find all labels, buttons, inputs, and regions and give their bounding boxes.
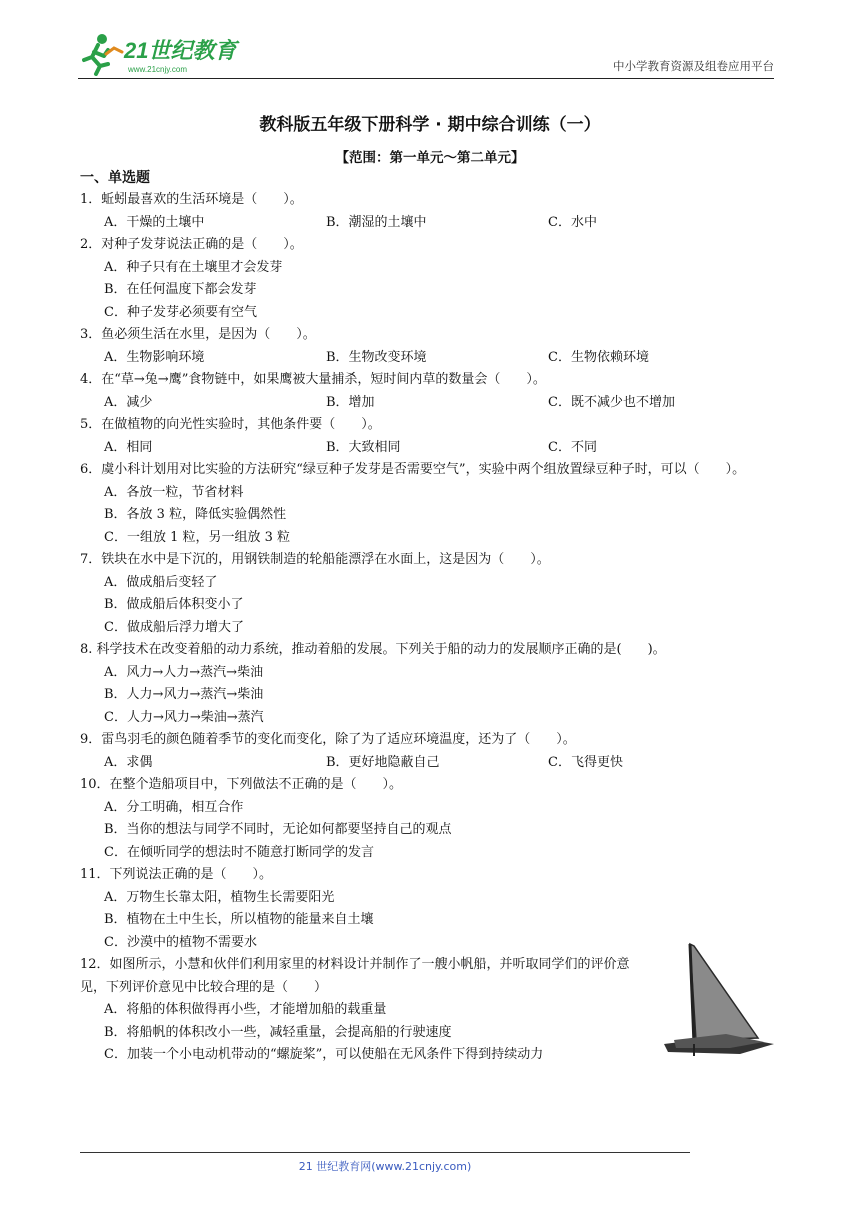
question-stem: 3．鱼必须生活在水里，是因为（ ）。	[80, 327, 316, 342]
logo-url: www.21cnjy.com	[128, 65, 187, 74]
option-b: B．人力→风力→蒸汽→柴油	[104, 687, 264, 702]
question-stem: 12．如图所示，小慧和伙伴们利用家里的材料设计并制作了一艘小帆船，并听取同学们的评价意见，下列评价意见中比较合理的是（ ）	[80, 957, 630, 995]
option-c: C．不同	[548, 439, 597, 455]
option-a: A．风力→人力→蒸汽→柴油	[104, 664, 264, 680]
options	[104, 212, 780, 235]
option-c: C．生物依赖环境	[548, 349, 649, 365]
option-a: A．分工明确，相互合作	[104, 799, 244, 815]
footer-divider	[80, 1152, 690, 1153]
option-a: A．减少	[104, 394, 153, 410]
option-a: A．各放一粒，节省材料	[104, 484, 244, 500]
option-a: A．求偶	[104, 754, 153, 770]
option-b: B．潮湿的土壤中	[326, 214, 427, 230]
option-c: C．一组放 1 粒，另一组放 3 粒	[104, 529, 291, 545]
options	[104, 752, 780, 775]
question-9	[80, 729, 780, 774]
question-stem: 11．下列说法正确的是（ ）。	[80, 867, 273, 882]
option-b: B．增加	[326, 394, 375, 410]
footer-text: 21 世纪教育网(www.21cnjy.com)	[298, 1160, 472, 1173]
question-7	[80, 549, 780, 639]
option-b: B．在任何温度下都会发芽	[104, 282, 257, 297]
logo-21cnjy	[78, 30, 278, 76]
options	[104, 572, 780, 640]
header-divider	[78, 78, 774, 79]
option-a: A．相同	[104, 439, 153, 455]
option-c: C．加装一个小电动机带动的“螺旋桨”，可以使船在无风条件下得到持续动力	[104, 1047, 544, 1062]
question-stem: 4．在“草→兔→鹰”食物链中，如果鹰被大量捕杀，短时间内草的数量会（ ）。	[80, 372, 546, 387]
option-a: A．做成船后变轻了	[104, 574, 218, 590]
question-3	[80, 324, 780, 369]
option-b: B．生物改变环境	[326, 349, 427, 365]
options	[104, 482, 780, 550]
options	[104, 437, 780, 460]
option-c: C．在倾听同学的想法时不随意打断同学的发言	[104, 844, 374, 860]
question-stem: 1．蚯蚓最喜欢的生活环境是（ ）。	[80, 192, 303, 207]
question-5	[80, 414, 780, 459]
option-b: B．将船帆的体积改小一些，减轻重量，会提高船的行驶速度	[104, 1024, 452, 1040]
section-title: 一、单选题	[80, 170, 150, 186]
option-b: B．更好地隐蔽自己	[326, 754, 440, 770]
option-c: C．既不减少也不增加	[548, 394, 675, 410]
question-stem: 10．在整个造船项目中，下列做法不正确的是（ ）。	[80, 777, 403, 792]
question-1	[80, 189, 780, 234]
options	[104, 347, 780, 370]
option-c: C．飞得更快	[548, 754, 623, 770]
page-header	[78, 28, 774, 80]
option-c: C．做成船后浮力增大了	[104, 619, 244, 635]
page-subtitle: 【范围：第一单元～第二单元】	[335, 150, 525, 166]
option-b: B．当你的想法与同学不同时，无论如何都要坚持自己的观点	[104, 822, 452, 837]
option-a: A．干燥的土壤中	[104, 214, 205, 230]
option-a: A．种子只有在土壤里才会发芽	[104, 259, 283, 275]
page-title: 教科版五年级下册科学 · 期中综合训练（一）	[259, 115, 601, 135]
question-stem: 8. 科学技术在改变着船的动力系统，推动着船的发展。下列关于船的动力的发展顺序正确的是( )。	[80, 642, 666, 657]
option-a: A．生物影响环境	[104, 349, 205, 365]
running-figure-icon	[84, 34, 122, 74]
option-c: C．种子发芽必须要有空气	[104, 304, 257, 320]
question-stem: 9．雷鸟羽毛的颜色随着季节的变化而变化，除了为了适应环境温度，还为了（ ）。	[80, 732, 576, 747]
question-list	[80, 189, 780, 1067]
question-6	[80, 459, 780, 549]
header-platform-text: 中小学教育资源及组卷应用平台	[613, 59, 774, 73]
option-c: C．沙漠中的植物不需要水	[104, 934, 257, 950]
option-b: B．大致相同	[326, 439, 401, 455]
sailboat-image	[660, 940, 776, 1062]
options	[104, 797, 780, 865]
option-a: A．万物生长靠太阳，植物生长需要阳光	[104, 889, 335, 905]
question-4	[80, 369, 780, 414]
option-b: B．植物在土中生长，所以植物的能量来自土壤	[104, 912, 374, 927]
question-stem: 5．在做植物的向光性实验时，其他条件要（ ）。	[80, 417, 381, 432]
option-b: B．各放 3 粒，降低实验偶然性	[104, 507, 287, 522]
options	[104, 662, 780, 730]
question-stem: 2．对种子发芽说法正确的是（ ）。	[80, 237, 303, 252]
question-10	[80, 774, 780, 864]
option-b: B．做成船后体积变小了	[104, 597, 244, 612]
question-stem: 7．铁块在水中是下沉的，用钢铁制造的轮船能漂浮在水面上，这是因为（ ）。	[80, 552, 550, 567]
question-2	[80, 234, 780, 324]
options	[104, 257, 780, 325]
logo-text: 21世纪教育	[124, 38, 237, 63]
option-c: C．人力→风力→柴油→蒸汽	[104, 709, 264, 725]
options	[104, 392, 780, 415]
question-8	[80, 639, 780, 729]
option-a: A．将船的体积做得再小些，才能增加船的载重量	[104, 1002, 387, 1017]
question-stem: 6．虞小科计划用对比实验的方法研究“绿豆种子发芽是否需要空气”，实验中两个组放置绿豆种子时，可以（ ）。	[80, 462, 746, 477]
option-c: C．水中	[548, 214, 597, 230]
